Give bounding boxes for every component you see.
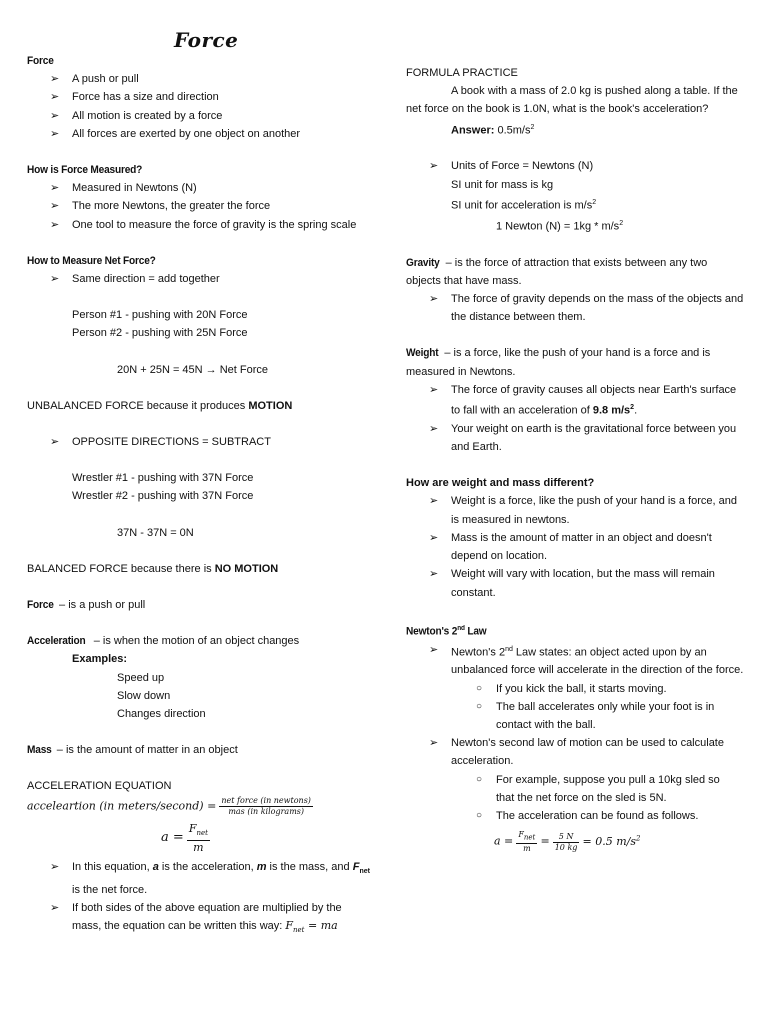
circle-bullet-icon: ○	[476, 682, 483, 694]
arrow-bullet-icon: ➢	[50, 91, 60, 104]
arrow-bullet-icon: ➢	[429, 531, 439, 544]
net-force-heading: How to Measure Net Force?	[27, 254, 156, 267]
arrow-bullet-icon: ➢	[429, 293, 439, 305]
arrow-bullet-icon: ➢	[50, 182, 60, 195]
person-2-line: Person #2 - pushing with 25N Force	[72, 327, 248, 340]
examples-label: Examples:	[72, 653, 128, 666]
list-item: ○ If you kick the ball, it starts moving.	[406, 680, 736, 698]
newton-definition-line: 1 Newton $(N) = 1kg * m/s^2$	[496, 219, 624, 233]
arrow-bullet-icon: ➢	[50, 860, 60, 873]
list-item: ○ The ball accelerates only while your foot is in contact with the ball.	[406, 698, 736, 734]
list-item: ➢ One tool to measure the force of gravity is the spring scale	[27, 216, 362, 234]
arrow-bullet-icon: ➢	[429, 495, 439, 508]
list-item: Changes direction	[117, 708, 206, 721]
arrow-bullet-icon: ➢	[50, 902, 60, 915]
wrestler-2-line: Wrestler #2 - pushing with 37N Force	[72, 490, 254, 503]
arrow-bullet-icon: ➢	[429, 737, 439, 750]
arrow-bullet-icon: ➢	[429, 422, 439, 435]
list-item: ➢ A push or pull	[27, 70, 372, 88]
list-item: ➢ The force of gravity causes all objects near Earth's surface to fall with an acceleration of 9.8 $m/s^2$.	[406, 381, 744, 420]
force-definition: Force – is a push or pull	[27, 599, 146, 612]
force-heading: Force	[27, 55, 54, 67]
arrow-bullet-icon: ➢	[429, 568, 439, 581]
list-item: ➢ Newton's second law of motion can be used to calculate acceleration.	[406, 734, 744, 770]
list-item: ➢ Weight is a force, like the push of your hand is a force, and is measured in newtons.	[406, 492, 744, 528]
arrow-bullet-icon: ➢	[50, 218, 60, 231]
sum-equation: 20N + 25N = 45N → Net Force	[117, 363, 269, 376]
sled-fraction-2: $\frac{5 N}{10 kg}$	[554, 831, 578, 852]
list-item: ○ The acceleration can be found as follows.	[406, 807, 736, 825]
list-item: ➢ Force has a size and direction	[27, 88, 372, 106]
arrow-bullet-icon: ➢	[50, 73, 60, 86]
weight-mass-difference-heading: How are weight and mass different?	[406, 477, 595, 490]
list-item: ➢ Weight will vary with location, but the mass will remain constant.	[406, 565, 744, 601]
acceleration-definition: Acceleration – is when the motion of an object changes	[27, 635, 300, 648]
list-item: ➢ Newton's 2nd Law states: an object acted upon by an unbalanced force will accelerate in the direction of the force.	[406, 641, 744, 680]
list-item: ➢ Same direction = add together	[27, 270, 372, 288]
measured-heading: How is Force Measured?	[27, 164, 143, 177]
word-fraction: $\frac{\text{net force (in newtons)}}{\text{mas (in kilograms)}}$	[221, 795, 311, 816]
formula-fraction: $\frac{F_{net}}{m}$	[188, 821, 208, 854]
list-item: ➢ Units of Force = Newtons (N)	[406, 157, 744, 175]
right-column	[406, 64, 744, 859]
list-item: ➢ All motion is created by a force	[27, 107, 372, 125]
circle-bullet-icon: ○	[476, 700, 483, 712]
arrow-bullet-icon: ➢	[429, 160, 439, 173]
list-item: ➢ OPPOSITE DIRECTIONS = SUBTRACT	[27, 433, 372, 451]
answer-line: Answer: $0.5m/s^2$	[451, 123, 535, 137]
balanced-force-line: BALANCED FORCE because there is NO MOTION	[27, 562, 279, 575]
arrow-bullet-icon: ➢	[429, 643, 439, 656]
circle-bullet-icon: ○	[476, 810, 483, 822]
circle-bullet-icon: ○	[476, 773, 483, 785]
difference-equation: 37N - 37N = 0N	[117, 526, 194, 539]
formula-practice-heading: FORMULA PRACTICE	[406, 67, 518, 79]
list-item: ➢ The force of gravity depends on the mass of the objects and the distance between them.	[406, 290, 744, 326]
list-item: ➢ Your weight on earth is the gravitational force between you and Earth.	[406, 420, 744, 456]
acceleration-equation-heading: ACCELERATION EQUATION	[27, 780, 172, 793]
sled-acceleration-formula: a = $\frac{F_{net}}{m}$ = $\frac{5 N}{10 kg}$ = 0.5 $m/s^2$	[494, 830, 641, 853]
acceleration-word-equation: acceleartion (in meters/second) = $\frac{\text{net force (in newtons)}}{\text{mas (in kilograms)}}$	[27, 795, 311, 816]
si-acceleration-line: SI unit for acceleration is $m/s^2$	[451, 198, 597, 212]
wrestler-1-line: Wrestler #1 - pushing with 37N Force	[72, 472, 254, 485]
person-1-line: Person #1 - pushing with 20N Force	[72, 309, 248, 322]
list-item: ➢ Measured in Newtons (N)	[27, 179, 372, 197]
arrow-bullet-icon: ➢	[50, 436, 60, 449]
gravity-definition: Gravity – is the force of attraction that exists between any two objects that have mass.	[406, 256, 708, 287]
list-item: Speed up	[117, 671, 165, 684]
unbalanced-force-line: UNBALANCED FORCE because it produces MOTION	[27, 399, 293, 412]
mass-definition: Mass – is the amount of matter in an object	[27, 744, 238, 757]
list-item: ○ For example, suppose you pull a 10kg sled so that the net force on the sled is 5N.	[406, 771, 736, 807]
si-mass-line: SI unit for mass is kg	[451, 178, 554, 191]
page-title: Force	[174, 28, 239, 52]
arrow-bullet-icon: ➢	[50, 127, 60, 140]
arrow-bullet-icon: ➢	[50, 200, 60, 213]
list-item: ➢ If both sides of the above equation are multiplied by the mass, the equation can be written this way: $F_{net}$ = ma	[27, 899, 372, 940]
list-item: ➢ The more Newtons, the greater the force	[27, 197, 372, 215]
arrow-bullet-icon: ➢	[50, 273, 60, 286]
list-item: Slow down	[117, 689, 171, 702]
weight-definition: Weight – is a force, like the push of your hand is a force and is measured in Newtons.	[406, 347, 711, 378]
formula-problem: A book with a mass of 2.0 kg is pushed along a table. If the net force on the book is 1.0N, what is the book's acceleration?	[406, 85, 738, 116]
acceleration-formula: a = $\frac{F_{net}}{m}$	[161, 821, 208, 854]
list-item: ➢ All forces are exerted by one object on another	[27, 125, 372, 143]
list-item: ➢ In this equation, a is the acceleration, m is the mass, and $F_{net}$ is the net force.	[27, 858, 372, 900]
newtons-second-law-heading: Newton's 2nd Law	[406, 624, 487, 638]
left-column	[27, 52, 372, 940]
sled-fraction-1: $\frac{F_{net}}{m}$	[518, 830, 536, 853]
list-item: ➢ Mass is the amount of matter in an object and doesn't depend on location.	[406, 529, 744, 565]
arrow-bullet-icon: ➢	[429, 383, 439, 396]
arrow-bullet-icon: ➢	[50, 109, 60, 122]
